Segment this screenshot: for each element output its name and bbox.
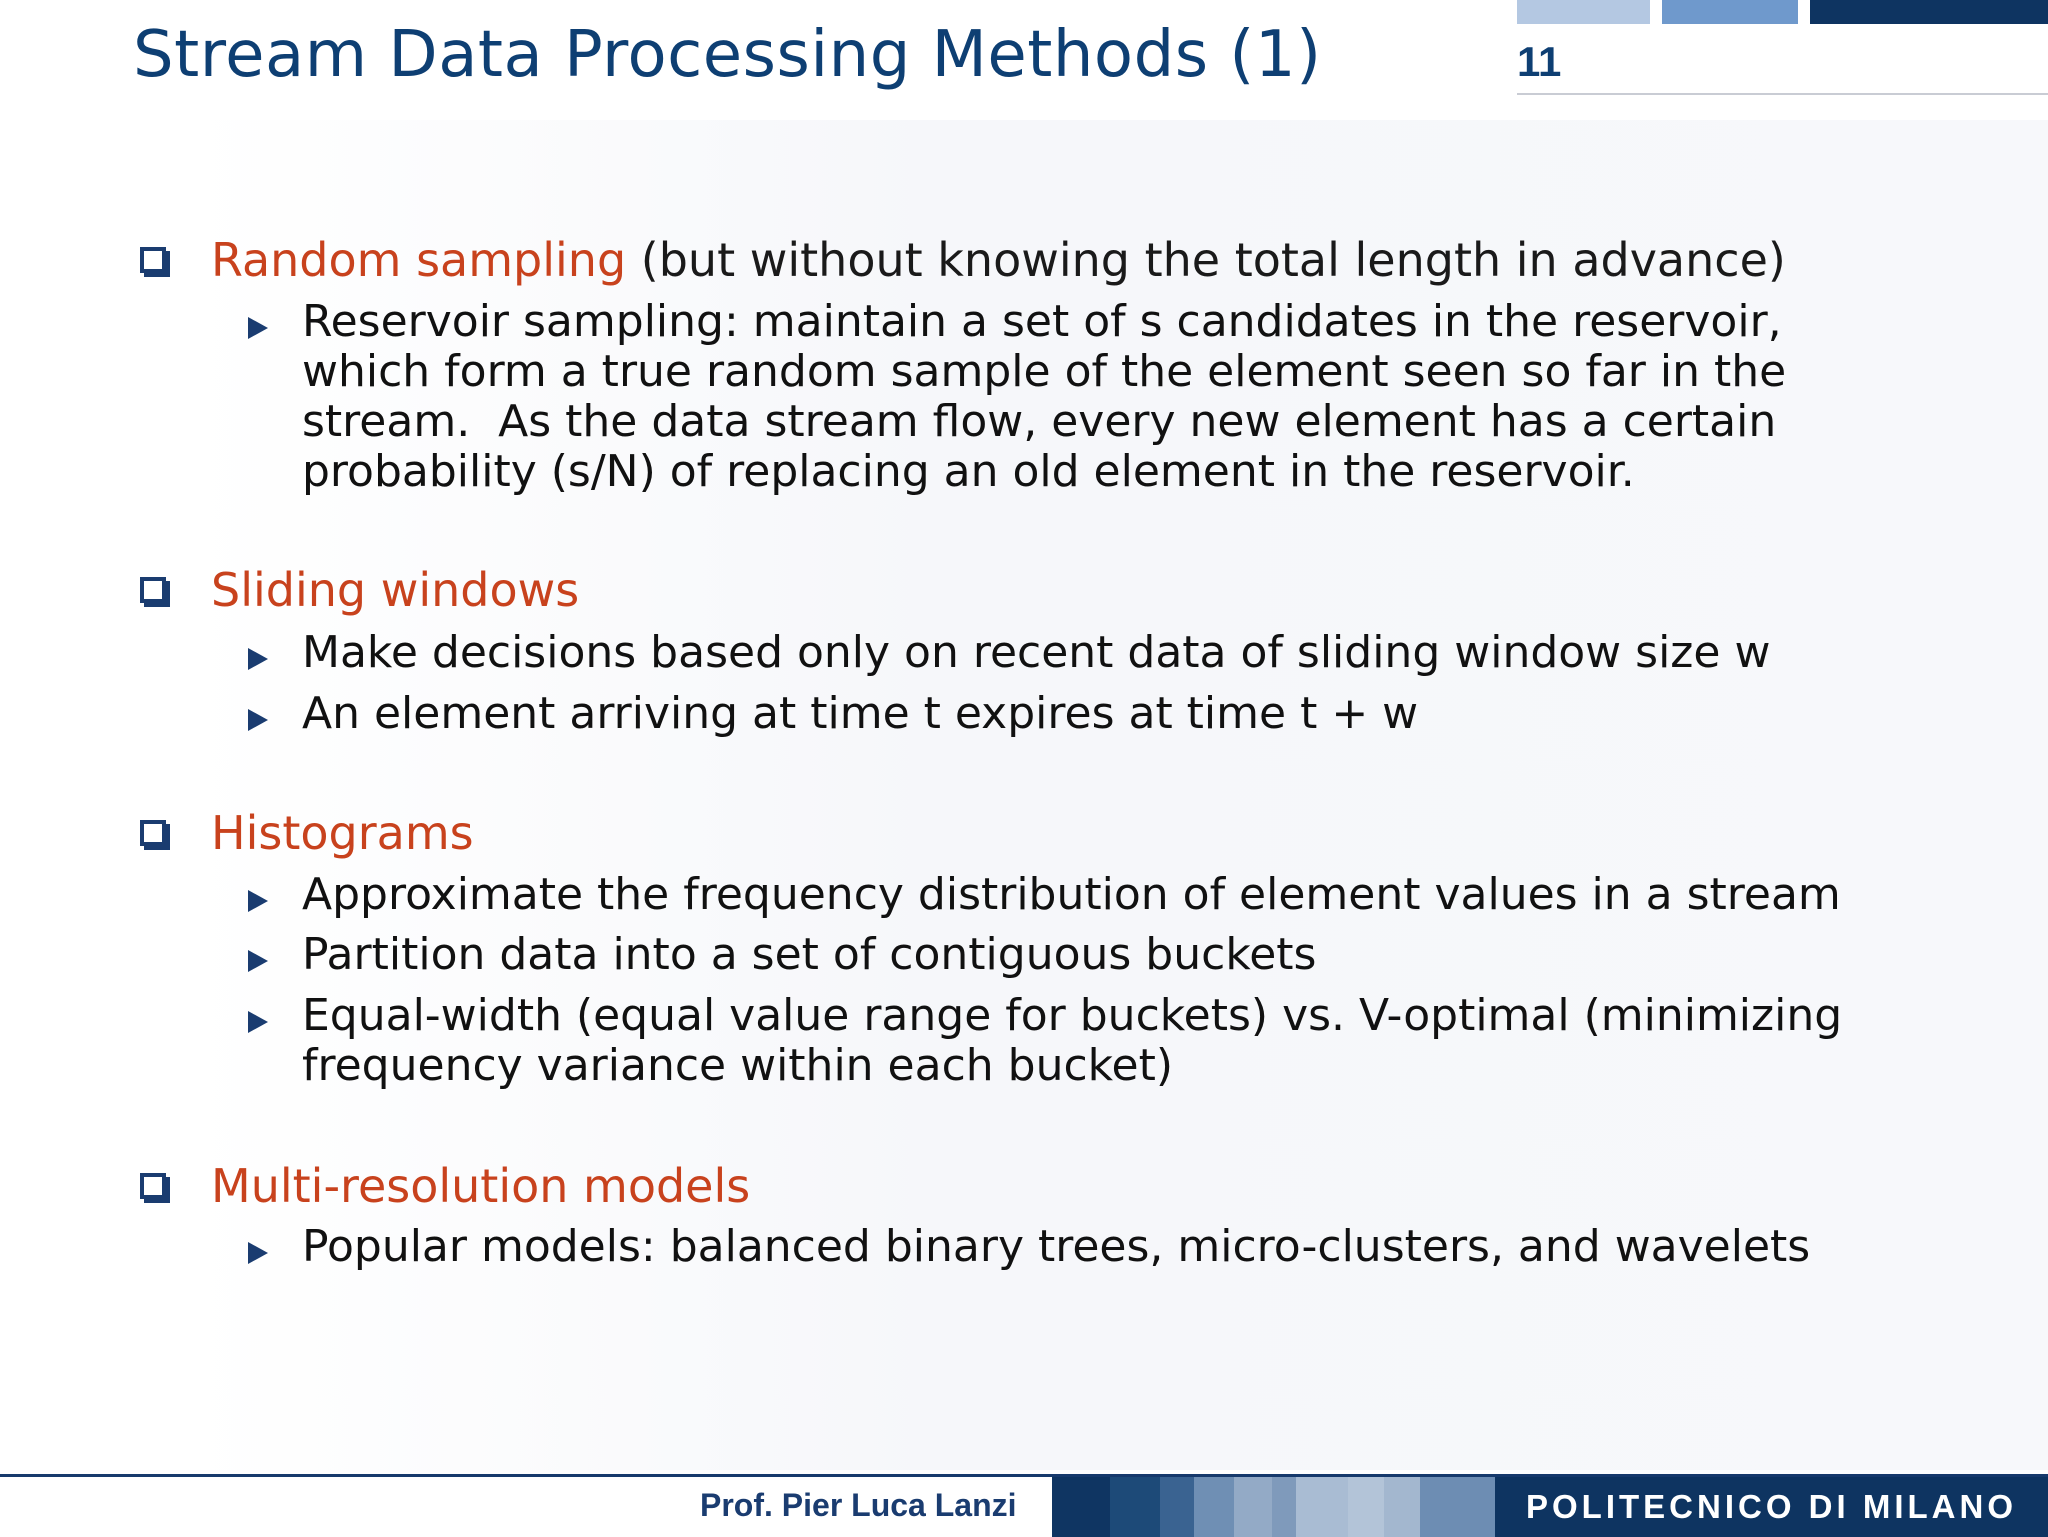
slide-number: 11 bbox=[1517, 38, 1562, 85]
section-heading-random-sampling bbox=[211, 233, 1786, 287]
header-divider bbox=[1517, 93, 2048, 95]
sub-item: Reservoir sampling: maintain a set of s candidates in the reservoir, which form a true random sample of the element seen so far in the stream. As the data stream flow, every new element has a certain probability (s/N) of replacing an old element in the reservoir. bbox=[302, 296, 1787, 497]
footer-color-bar bbox=[1160, 1477, 1194, 1537]
sub-item: Partition data into a set of contiguous buckets bbox=[302, 929, 1317, 980]
sub-item: Make decisions based only on recent data of sliding window size w bbox=[302, 627, 1771, 678]
header-color-bar-mid bbox=[1662, 0, 1798, 24]
footer-author: Prof. Pier Luca Lanzi bbox=[700, 1487, 1017, 1523]
square-bullet-icon bbox=[140, 577, 166, 603]
triangle-bullet-icon bbox=[248, 648, 268, 670]
footer-color-bar bbox=[1296, 1477, 1348, 1537]
section-heading-rest: (but without knowing the total length in advance) bbox=[626, 233, 1786, 287]
sub-item: Popular models: balanced binary trees, micro-clusters, and wavelets bbox=[302, 1221, 1811, 1272]
slide-title: Stream Data Processing Methods (1) bbox=[133, 18, 1322, 92]
triangle-bullet-icon bbox=[248, 890, 268, 912]
triangle-bullet-icon bbox=[248, 1242, 268, 1264]
section-heading-histograms bbox=[211, 806, 474, 860]
section-heading-multi-resolution bbox=[211, 1159, 750, 1213]
footer-color-bar bbox=[1420, 1477, 1495, 1537]
triangle-bullet-icon bbox=[248, 317, 268, 339]
footer-color-bar bbox=[1384, 1477, 1420, 1537]
sub-item: Equal-width (equal value range for buckets) vs. V-optimal (minimizing frequency variance within each bucket) bbox=[302, 990, 1843, 1091]
square-bullet-icon bbox=[140, 820, 166, 846]
sub-item: An element arriving at time t expires at time t + w bbox=[302, 688, 1419, 739]
section-heading-highlight: Random sampling bbox=[211, 233, 627, 287]
footer-color-bar bbox=[1234, 1477, 1272, 1537]
section-heading-highlight: Sliding windows bbox=[211, 563, 580, 617]
section-heading-highlight: Histograms bbox=[211, 806, 474, 860]
header-color-bar-light bbox=[1517, 0, 1650, 24]
sub-item: Approximate the frequency distribution of element values in a stream bbox=[302, 869, 1841, 920]
footer-color-bar bbox=[1194, 1477, 1234, 1537]
footer-color-bar bbox=[1272, 1477, 1296, 1537]
triangle-bullet-icon bbox=[248, 1011, 268, 1033]
square-bullet-icon bbox=[140, 247, 166, 273]
footer-institution-logo: POLITECNICO DI MILANO bbox=[1495, 1477, 2048, 1537]
header-color-bar-dark bbox=[1810, 0, 2048, 24]
footer-color-bar bbox=[1348, 1477, 1384, 1537]
square-bullet-icon bbox=[140, 1173, 166, 1199]
footer-color-bar bbox=[1052, 1477, 1110, 1537]
triangle-bullet-icon bbox=[248, 950, 268, 972]
section-heading-highlight: Multi-resolution models bbox=[211, 1159, 751, 1213]
triangle-bullet-icon bbox=[248, 709, 268, 731]
section-heading-sliding-windows bbox=[211, 563, 579, 617]
footer-color-bar bbox=[1110, 1477, 1160, 1537]
